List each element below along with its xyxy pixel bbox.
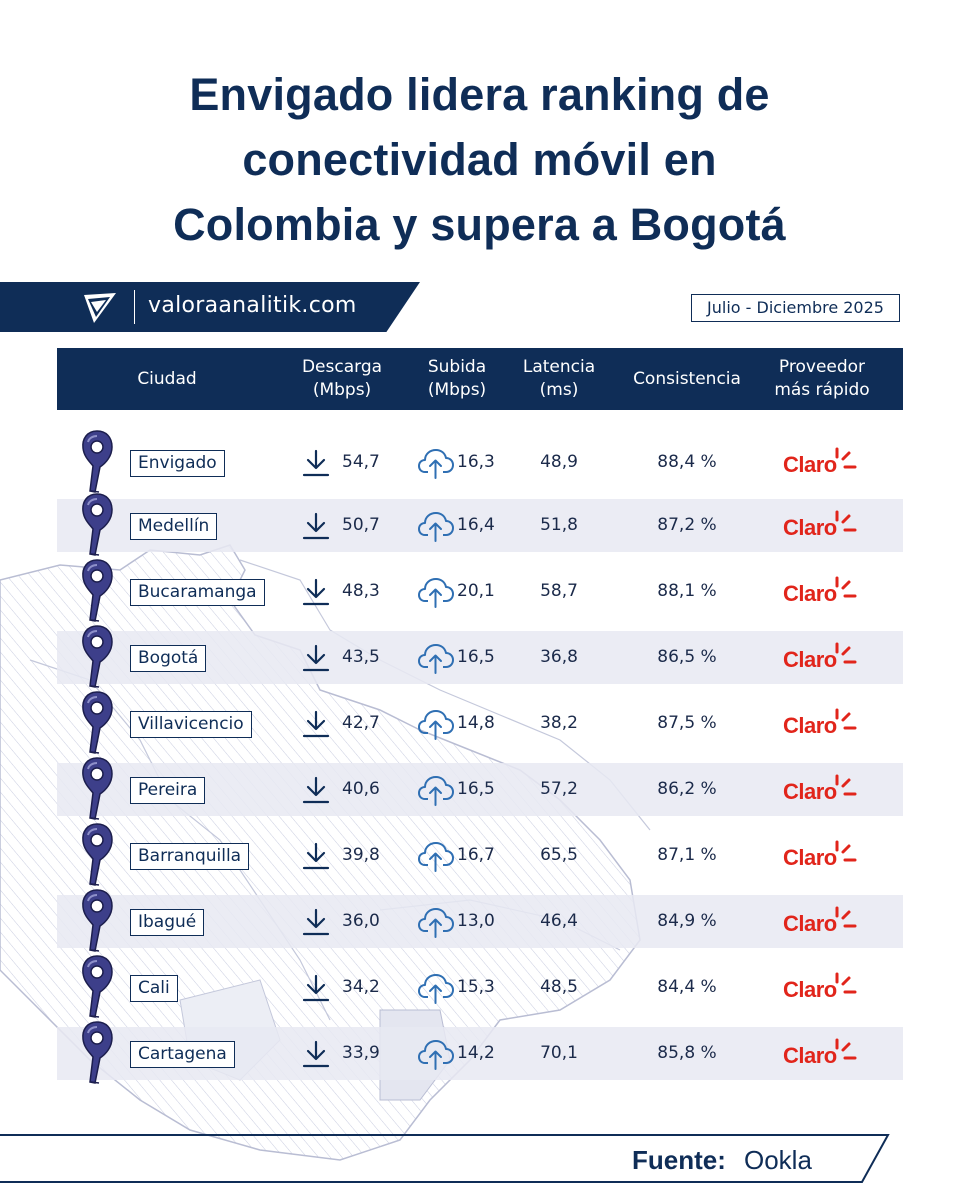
header-consistency-label: Consistencia bbox=[633, 368, 741, 389]
location-pin-icon bbox=[79, 689, 115, 755]
source-label: Fuente: bbox=[632, 1145, 726, 1175]
table-row bbox=[57, 697, 903, 750]
latency-value: 48,9 bbox=[540, 452, 578, 472]
header-download-line1: Descarga bbox=[301, 357, 383, 377]
header-upload-line2: (Mbps) bbox=[427, 380, 487, 400]
table-row bbox=[57, 895, 903, 948]
upload-value: 16,5 bbox=[457, 779, 495, 799]
provider-logo bbox=[783, 1037, 863, 1071]
download-value: 43,5 bbox=[342, 647, 380, 667]
consistency-value: 87,5 % bbox=[657, 713, 717, 733]
consistency-value: 87,2 % bbox=[657, 515, 717, 535]
location-pin-icon bbox=[79, 1019, 115, 1085]
upload-value: 15,3 bbox=[457, 977, 495, 997]
city-name: Bogotá bbox=[130, 645, 206, 672]
provider-logo bbox=[783, 773, 863, 807]
claro-rays-icon bbox=[833, 509, 863, 539]
download-icon bbox=[301, 1039, 331, 1069]
claro-rays-icon bbox=[833, 905, 863, 935]
upload-value: 16,7 bbox=[457, 845, 495, 865]
consistency-value: 86,5 % bbox=[657, 647, 717, 667]
header-download bbox=[287, 348, 397, 410]
download-value: 48,3 bbox=[342, 581, 380, 601]
brand-divider bbox=[134, 290, 135, 324]
claro-rays-icon bbox=[833, 641, 863, 671]
provider-name: Claro bbox=[783, 452, 837, 477]
title-line-1: Envigado lidera ranking de bbox=[189, 69, 770, 120]
download-icon bbox=[301, 709, 331, 739]
provider-logo bbox=[783, 971, 863, 1005]
provider-name: Claro bbox=[783, 845, 837, 870]
header-city-label: Ciudad bbox=[137, 368, 197, 389]
table-row bbox=[57, 499, 903, 552]
cloud-upload-icon bbox=[417, 772, 455, 808]
latency-value: 58,7 bbox=[540, 581, 578, 601]
city-name: Villavicencio bbox=[130, 711, 252, 738]
header-latency-line2: (ms) bbox=[539, 380, 579, 400]
location-pin-icon bbox=[79, 821, 115, 887]
upload-value: 13,0 bbox=[457, 911, 495, 931]
cloud-upload-icon bbox=[417, 445, 455, 481]
table-row bbox=[57, 436, 903, 489]
provider-logo bbox=[783, 641, 863, 675]
download-icon bbox=[301, 907, 331, 937]
city-name: Envigado bbox=[130, 450, 225, 477]
city-name: Barranquilla bbox=[130, 843, 249, 870]
download-icon bbox=[301, 841, 331, 871]
provider-logo bbox=[783, 509, 863, 543]
location-pin-icon bbox=[79, 953, 115, 1019]
location-pin-icon bbox=[79, 755, 115, 821]
table-row bbox=[57, 1027, 903, 1080]
consistency-value: 84,9 % bbox=[657, 911, 717, 931]
period-badge: Julio - Diciembre 2025 bbox=[691, 294, 900, 322]
header-upload bbox=[407, 348, 507, 410]
consistency-value: 88,4 % bbox=[657, 452, 717, 472]
table-row bbox=[57, 565, 903, 618]
city-name: Cartagena bbox=[130, 1041, 235, 1068]
download-icon bbox=[301, 775, 331, 805]
city-name: Medellín bbox=[130, 513, 217, 540]
latency-value: 70,1 bbox=[540, 1043, 578, 1063]
header-provider-line2: más rápido bbox=[774, 380, 870, 400]
cloud-upload-icon bbox=[417, 574, 455, 610]
latency-value: 65,5 bbox=[540, 845, 578, 865]
brand-site-link[interactable]: valoraanalitik.com bbox=[148, 293, 357, 318]
cloud-upload-icon bbox=[417, 508, 455, 544]
city-name: Pereira bbox=[130, 777, 205, 804]
cloud-upload-icon bbox=[417, 706, 455, 742]
upload-value: 16,3 bbox=[457, 452, 495, 472]
city-name: Cali bbox=[130, 975, 178, 1002]
latency-value: 51,8 bbox=[540, 515, 578, 535]
table-row bbox=[57, 961, 903, 1014]
claro-rays-icon bbox=[833, 971, 863, 1001]
header-provider-line1: Proveedor bbox=[778, 357, 866, 377]
download-value: 40,6 bbox=[342, 779, 380, 799]
cloud-upload-icon bbox=[417, 1036, 455, 1072]
header-city bbox=[107, 348, 227, 410]
header-provider bbox=[762, 348, 882, 410]
download-value: 54,7 bbox=[342, 452, 380, 472]
upload-value: 16,5 bbox=[457, 647, 495, 667]
consistency-value: 84,4 % bbox=[657, 977, 717, 997]
location-pin-icon bbox=[79, 491, 115, 557]
location-pin-icon bbox=[79, 887, 115, 953]
latency-value: 36,8 bbox=[540, 647, 578, 667]
download-value: 34,2 bbox=[342, 977, 380, 997]
valora-logo-icon bbox=[82, 291, 118, 325]
claro-rays-icon bbox=[833, 1037, 863, 1067]
consistency-value: 87,1 % bbox=[657, 845, 717, 865]
provider-logo bbox=[783, 446, 863, 480]
claro-rays-icon bbox=[833, 773, 863, 803]
download-icon bbox=[301, 577, 331, 607]
upload-value: 20,1 bbox=[457, 581, 495, 601]
download-value: 42,7 bbox=[342, 713, 380, 733]
consistency-value: 85,8 % bbox=[657, 1043, 717, 1063]
latency-value: 46,4 bbox=[540, 911, 578, 931]
download-value: 33,9 bbox=[342, 1043, 380, 1063]
download-icon bbox=[301, 643, 331, 673]
provider-name: Claro bbox=[783, 515, 837, 540]
table-row bbox=[57, 631, 903, 684]
header-download-line2: (Mbps) bbox=[312, 380, 372, 400]
provider-name: Claro bbox=[783, 779, 837, 804]
latency-value: 38,2 bbox=[540, 713, 578, 733]
download-value: 39,8 bbox=[342, 845, 380, 865]
provider-name: Claro bbox=[783, 1043, 837, 1068]
page-title bbox=[0, 62, 959, 257]
claro-rays-icon bbox=[833, 575, 863, 605]
title-line-2: conectividad móvil en bbox=[242, 134, 717, 185]
latency-value: 48,5 bbox=[540, 977, 578, 997]
upload-value: 14,8 bbox=[457, 713, 495, 733]
cloud-upload-icon bbox=[417, 838, 455, 874]
table-row bbox=[57, 763, 903, 816]
download-value: 50,7 bbox=[342, 515, 380, 535]
download-icon bbox=[301, 448, 331, 478]
upload-value: 16,4 bbox=[457, 515, 495, 535]
provider-name: Claro bbox=[783, 713, 837, 738]
header-latency bbox=[509, 348, 609, 410]
provider-name: Claro bbox=[783, 581, 837, 606]
consistency-value: 88,1 % bbox=[657, 581, 717, 601]
title-line-3: Colombia y supera a Bogotá bbox=[173, 199, 786, 250]
city-name: Bucaramanga bbox=[130, 579, 265, 606]
provider-logo bbox=[783, 575, 863, 609]
claro-rays-icon bbox=[833, 707, 863, 737]
download-icon bbox=[301, 973, 331, 1003]
header-consistency bbox=[622, 348, 752, 410]
provider-name: Claro bbox=[783, 911, 837, 936]
consistency-value: 86,2 % bbox=[657, 779, 717, 799]
location-pin-icon bbox=[79, 428, 115, 494]
city-name: Ibagué bbox=[130, 909, 204, 936]
latency-value: 57,2 bbox=[540, 779, 578, 799]
upload-value: 14,2 bbox=[457, 1043, 495, 1063]
download-value: 36,0 bbox=[342, 911, 380, 931]
cloud-upload-icon bbox=[417, 904, 455, 940]
provider-name: Claro bbox=[783, 647, 837, 672]
cloud-upload-icon bbox=[417, 970, 455, 1006]
provider-logo bbox=[783, 905, 863, 939]
table-header bbox=[57, 348, 903, 410]
location-pin-icon bbox=[79, 623, 115, 689]
table-row bbox=[57, 829, 903, 882]
header-upload-line1: Subida bbox=[427, 357, 487, 377]
download-icon bbox=[301, 511, 331, 541]
header-latency-line1: Latencia bbox=[522, 357, 596, 377]
cloud-upload-icon bbox=[417, 640, 455, 676]
source-value: Ookla bbox=[744, 1145, 812, 1175]
provider-name: Claro bbox=[783, 977, 837, 1002]
claro-rays-icon bbox=[833, 446, 863, 476]
provider-logo bbox=[783, 707, 863, 741]
provider-logo bbox=[783, 839, 863, 873]
location-pin-icon bbox=[79, 557, 115, 623]
claro-rays-icon bbox=[833, 839, 863, 869]
